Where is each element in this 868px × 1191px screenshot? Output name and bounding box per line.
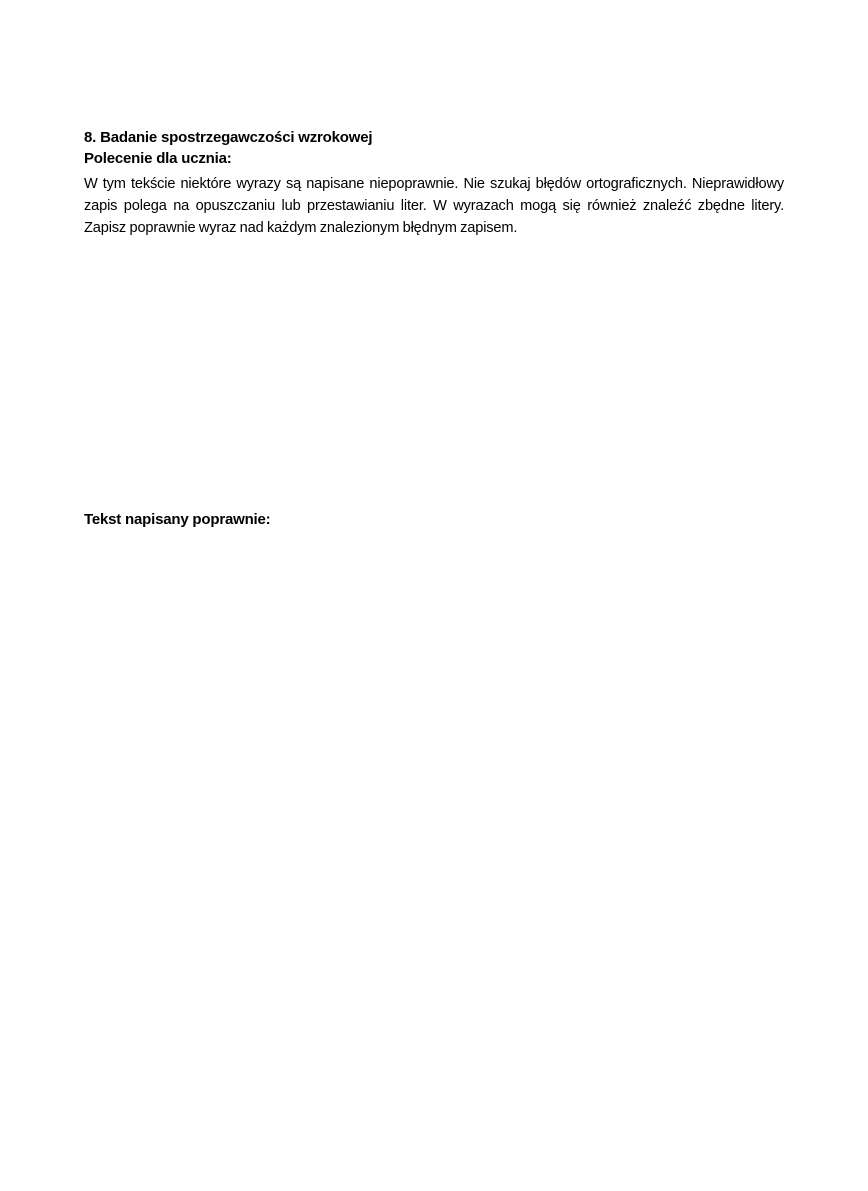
section-title: 8. Badanie spostrzegawczości wzrokowej bbox=[84, 129, 373, 146]
answer-heading: Tekst napisany poprawnie: bbox=[84, 511, 271, 528]
exercise-blank-area bbox=[84, 244, 784, 494]
instruction-heading: Polecenie dla ucznia: bbox=[84, 150, 232, 167]
answer-blank-area bbox=[84, 540, 784, 1100]
instruction-text: W tym tekście niektóre wyrazy są napisane niepoprawnie. Nie szukaj błędów ortograficznych. Nieprawidłowy zapis polega na opuszczaniu lub przestawianiu liter. W wyrazach mogą się również znaleźć zbędne litery. Zapisz poprawnie wyraz nad każdym znalezionym błędnym zapisem. bbox=[84, 176, 784, 236]
